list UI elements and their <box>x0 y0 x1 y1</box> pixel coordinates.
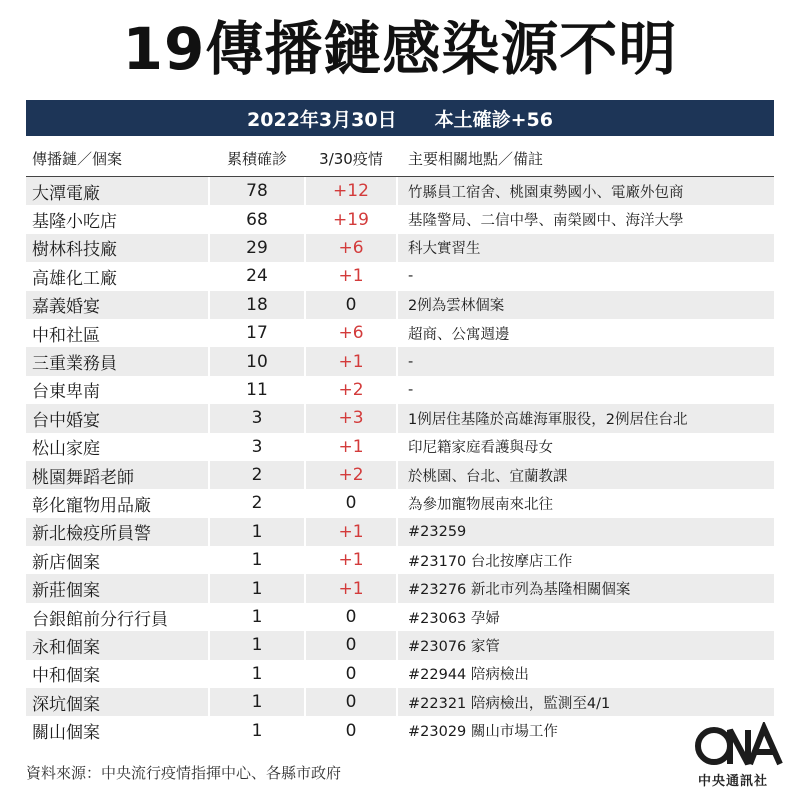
table-row <box>26 205 774 233</box>
cell-total: 1 <box>251 720 263 741</box>
cell-new: +1 <box>338 436 364 457</box>
table-row <box>26 461 774 489</box>
cell-total: 1 <box>210 688 304 716</box>
cell-new: +6 <box>338 323 364 344</box>
cell-total: 2 <box>210 461 304 489</box>
cell-note: 竹縣員工宿舍、桃園東勢國小、電廠外包商 <box>398 177 774 205</box>
cell-note: #23029 關山市場工作 <box>408 724 558 741</box>
date-banner <box>26 100 774 136</box>
page-title: 19傳播鏈感染源不明 <box>122 15 678 83</box>
cell-note: 基隆警局、二信中學、南榮國中、海洋大學 <box>408 213 684 230</box>
cell-total: 24 <box>246 266 268 287</box>
cell-chain: 新莊個案 <box>26 574 208 602</box>
table-row <box>26 574 774 602</box>
cell-chain: 松山家庭 <box>32 439 100 460</box>
cell-new: +1 <box>306 574 396 602</box>
cell-total: 1 <box>210 518 304 546</box>
cell-chain: 彰化寵物用品廠 <box>32 495 151 516</box>
cell-note: - <box>398 347 774 375</box>
cell-chain: 台東卑南 <box>32 382 100 403</box>
logo-text: 中央通訊社 <box>698 774 769 789</box>
cell-note: 超商、公寓週邊 <box>408 326 510 343</box>
cell-note: #23259 <box>398 518 774 546</box>
header-note: 主要相關地點／備註 <box>408 149 544 168</box>
cell-note: #23276 新北市列為基隆相關個案 <box>398 574 774 602</box>
cell-chain: 樹林科技廠 <box>26 234 208 262</box>
cell-total: 1 <box>251 607 263 628</box>
cell-chain: 新店個案 <box>32 552 100 573</box>
cell-new: +1 <box>306 518 396 546</box>
cell-new: 0 <box>306 291 396 319</box>
cell-note: 印尼籍家庭看護與母女 <box>408 440 553 457</box>
banner-date: 2022年3月30日 <box>247 108 397 131</box>
table-row <box>26 546 774 574</box>
cell-chain: 高雄化工廠 <box>32 268 117 289</box>
table-row <box>26 631 774 659</box>
banner-summary: 本土確診+56 <box>434 108 553 131</box>
cell-chain: 嘉義婚宴 <box>26 291 208 319</box>
table-row <box>26 177 774 205</box>
cell-chain: 桃園舞蹈老師 <box>26 461 208 489</box>
cell-note: #23076 家管 <box>398 631 774 659</box>
cell-note: #22944 陪病檢出 <box>408 667 529 684</box>
cell-new: +6 <box>306 234 396 262</box>
cell-new: 0 <box>345 720 357 741</box>
cell-chain: 關山個案 <box>32 723 100 744</box>
table-row <box>26 404 774 432</box>
cell-note: #22321 陪病檢出，監測至4/1 <box>398 688 774 716</box>
cell-total: 1 <box>210 574 304 602</box>
header-new: 3/30疫情 <box>319 149 383 168</box>
table-row <box>26 603 774 631</box>
cell-total: 3 <box>251 436 263 457</box>
cell-total: 2 <box>251 493 263 514</box>
cell-new: 0 <box>345 493 357 514</box>
table-row <box>26 433 774 461</box>
cell-total: 11 <box>246 379 268 400</box>
cell-new: +12 <box>306 177 396 205</box>
cell-note: - <box>408 268 414 285</box>
cell-chain: 台中婚宴 <box>26 404 208 432</box>
cell-new: 0 <box>345 607 357 628</box>
cell-new: 0 <box>345 663 357 684</box>
table-body <box>26 177 774 745</box>
cell-chain: 新北檢疫所員警 <box>26 518 208 546</box>
cell-note: #23170 台北按摩店工作 <box>408 553 573 570</box>
cell-chain: 大潭電廠 <box>26 177 208 205</box>
cell-new: +1 <box>338 266 364 287</box>
cell-note: #23063 孕婦 <box>408 610 500 627</box>
table-row <box>26 518 774 546</box>
cell-total: 1 <box>210 631 304 659</box>
cell-note: 為參加寵物展南來北往 <box>408 496 553 513</box>
cell-chain: 台銀館前分行行員 <box>32 609 168 630</box>
source-note: 資料來源：中央流行疫情指揮中心、各縣市政府 <box>26 764 342 782</box>
transmission-chain-table <box>26 140 774 745</box>
cell-total: 68 <box>246 209 268 230</box>
cell-chain: 永和個案 <box>26 631 208 659</box>
cell-chain: 三重業務員 <box>26 347 208 375</box>
table-row <box>26 234 774 262</box>
table-row <box>26 291 774 319</box>
cell-new: +3 <box>306 404 396 432</box>
header-chain: 傳播鏈／個案 <box>32 149 123 168</box>
cell-total: 10 <box>210 347 304 375</box>
cell-total: 17 <box>246 323 268 344</box>
table-row <box>26 489 774 517</box>
table-row <box>26 376 774 404</box>
cell-total: 29 <box>210 234 304 262</box>
cell-chain: 基隆小吃店 <box>32 212 117 233</box>
cell-note: 1例居住基隆於高雄海軍服役，2例居住台北 <box>398 404 774 432</box>
cell-chain: 深坑個案 <box>26 688 208 716</box>
cell-note: - <box>408 381 414 398</box>
cell-total: 3 <box>210 404 304 432</box>
cell-note: 2例為雲林個案 <box>398 291 774 319</box>
table-row <box>26 688 774 716</box>
header-total: 累積確診 <box>226 149 287 168</box>
cell-new: +19 <box>333 209 369 230</box>
cell-new: 0 <box>306 688 396 716</box>
cell-note: 於桃園、台北、宜蘭教課 <box>398 461 774 489</box>
table-row <box>26 319 774 347</box>
table-row <box>26 716 774 744</box>
cell-note: 科大實習生 <box>398 234 774 262</box>
cell-chain: 中和個案 <box>32 666 100 687</box>
cell-new: 0 <box>306 631 396 659</box>
cell-total: 1 <box>251 663 263 684</box>
cell-chain: 中和社區 <box>32 325 100 346</box>
table-row <box>26 660 774 688</box>
table-row <box>26 347 774 375</box>
table-header <box>26 140 774 177</box>
table-row <box>26 262 774 290</box>
cell-new: +2 <box>306 461 396 489</box>
cell-new: +2 <box>338 379 364 400</box>
cell-total: 78 <box>210 177 304 205</box>
cell-new: +1 <box>338 550 364 571</box>
cell-new: +1 <box>306 347 396 375</box>
cell-total: 18 <box>210 291 304 319</box>
cell-total: 1 <box>251 550 263 571</box>
